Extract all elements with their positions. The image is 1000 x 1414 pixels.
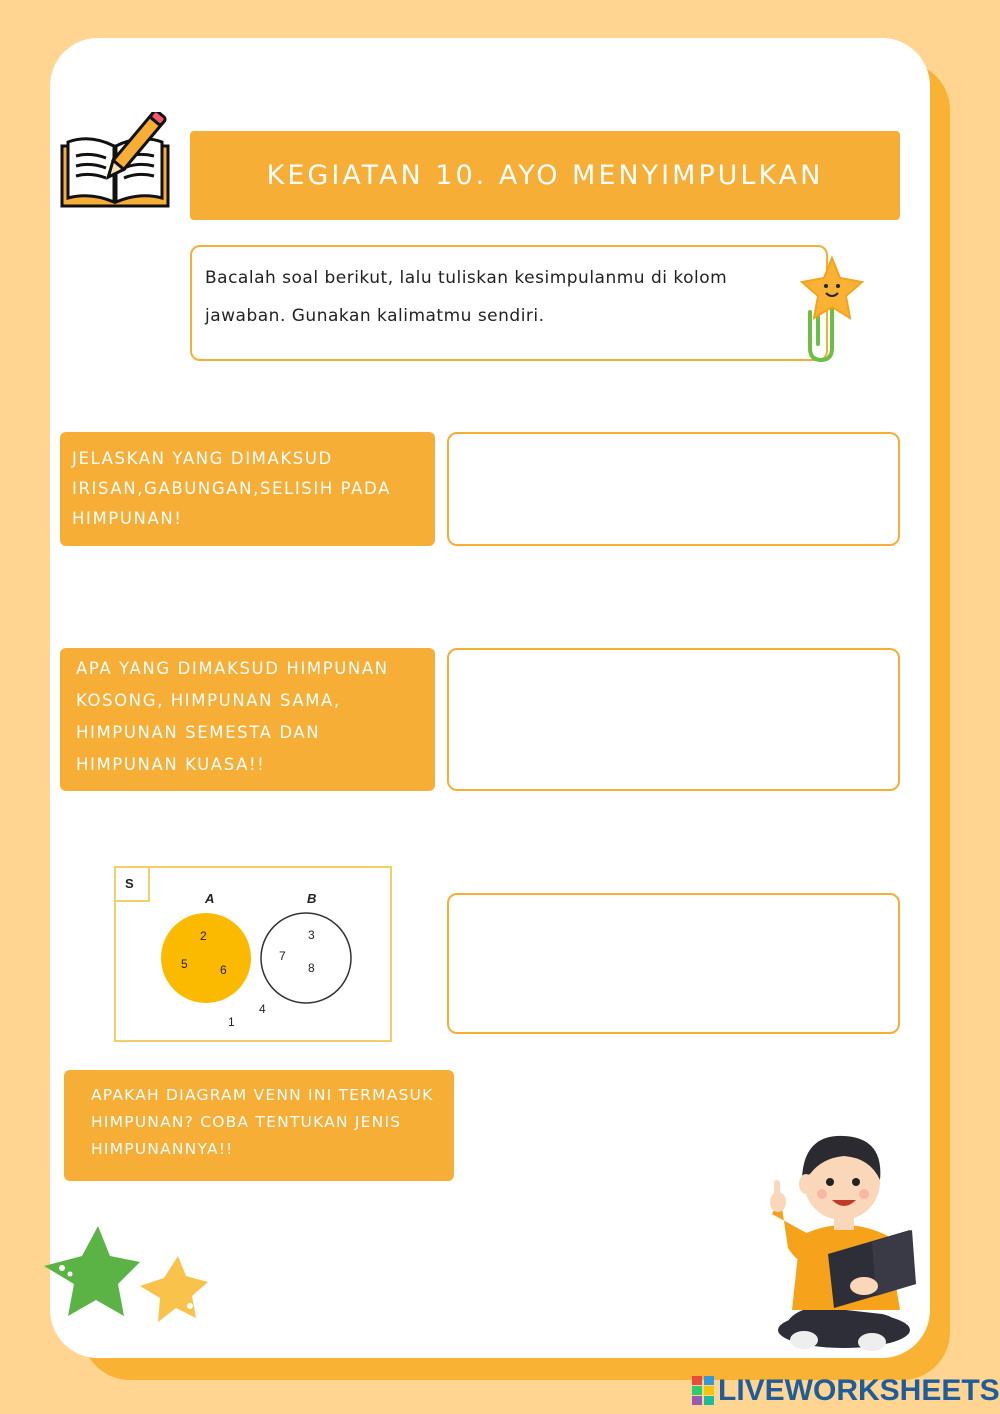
answer-field-1[interactable]	[447, 432, 900, 546]
instruction-text: Bacalah soal berikut, lalu tuliskan kesimpulanmu di kolom jawaban. Gunakan kalimatmu sendiri.	[190, 245, 828, 361]
venn-element: 2	[200, 929, 207, 943]
brand-name: LIVEWORKSHEETS	[718, 1374, 1000, 1407]
venn-element: 1	[228, 1015, 235, 1029]
question-1: JELASKAN YANG DIMAKSUD IRISAN,GABUNGAN,SELISIH PADA HIMPUNAN!	[60, 432, 435, 546]
question-3: APAKAH DIAGRAM VENN INI TERMASUK HIMPUNAN? COBA TENTUKAN JENIS HIMPUNANNYA!!	[64, 1070, 454, 1181]
book-pencil-icon	[58, 112, 172, 212]
liveworksheets-logo-icon	[692, 1376, 714, 1406]
venn-element: 8	[308, 961, 315, 975]
answer-field-2[interactable]	[447, 648, 900, 791]
venn-universe-label: S	[125, 876, 134, 891]
stars-decoration-icon	[40, 1222, 216, 1334]
brand-logo	[692, 1374, 1000, 1408]
venn-set-b-label: B	[307, 891, 317, 906]
venn-diagram	[114, 866, 394, 1044]
star-paperclip-icon	[790, 252, 874, 368]
venn-element: 5	[181, 957, 188, 971]
page-title: KEGIATAN 10. AYO MENYIMPULKAN	[190, 131, 900, 220]
venn-element: 4	[259, 1002, 266, 1016]
boy-reading-illustration	[752, 1118, 924, 1356]
venn-set-b-circle	[261, 913, 351, 1003]
venn-set-a-circle	[161, 913, 251, 1003]
venn-set-a-label: A	[205, 891, 215, 906]
answer-field-3[interactable]	[447, 893, 900, 1034]
venn-element: 3	[308, 928, 315, 942]
venn-element: 6	[220, 963, 227, 977]
question-2: APA YANG DIMAKSUD HIMPUNAN KOSONG, HIMPUNAN SAMA, HIMPUNAN SEMESTA DAN HIMPUNAN KUASA!!	[60, 648, 435, 791]
venn-element: 7	[279, 949, 286, 963]
